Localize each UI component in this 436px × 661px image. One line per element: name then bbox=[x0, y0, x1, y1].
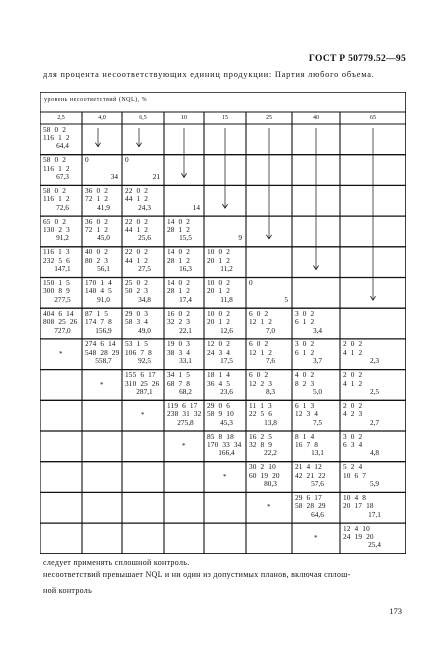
plan-value: 91,0 bbox=[97, 294, 110, 304]
plan-value: 25,6 bbox=[138, 233, 151, 243]
plan-row: 36 4 5 bbox=[207, 378, 231, 388]
plan-row: 0 bbox=[249, 278, 253, 287]
plan-row: 5 2 4 bbox=[343, 462, 363, 472]
plan-cell bbox=[40, 218, 82, 243]
plan-value: 92,5 bbox=[138, 356, 151, 366]
page-number: 173 bbox=[389, 606, 402, 616]
plan-cell bbox=[204, 340, 246, 365]
plan-cell bbox=[340, 463, 406, 488]
plan-cell bbox=[40, 126, 82, 151]
plan-row: 150 1 5 bbox=[43, 278, 70, 287]
plan-row: 808 25 26 bbox=[43, 317, 78, 327]
full-inspection-marker: * bbox=[141, 411, 145, 420]
plan-value: 9 bbox=[238, 233, 242, 243]
plan-row: 16 7 8 bbox=[295, 439, 319, 449]
plan-row: 22 0 2 bbox=[125, 185, 149, 195]
column-header-nql: 2,5 bbox=[57, 115, 65, 121]
plan-row: 32 2 3 bbox=[167, 317, 191, 327]
column-header-nql: 10 bbox=[181, 115, 187, 121]
column-header-nql: 65 bbox=[370, 115, 376, 121]
plan-cell bbox=[292, 340, 340, 365]
plan-cell bbox=[82, 340, 122, 365]
plan-value: 14 bbox=[192, 202, 200, 212]
plan-row: 14 0 2 bbox=[167, 247, 191, 257]
plan-cell bbox=[292, 463, 340, 488]
column-header-nql: 25 bbox=[266, 115, 272, 121]
standard-header: ГОСТ Р 50779.52—95 bbox=[308, 54, 406, 64]
plan-cell bbox=[204, 218, 246, 243]
plan-row: 12 0 2 bbox=[207, 339, 231, 349]
plan-cell bbox=[340, 340, 406, 365]
column-header-nql: 4,0 bbox=[98, 115, 106, 121]
plan-row: 58 0 2 bbox=[43, 185, 67, 195]
plan-row: 116 1 2 bbox=[43, 132, 70, 142]
plan-value: 17,4 bbox=[179, 294, 192, 304]
plan-row: 106 7 8 bbox=[125, 347, 152, 357]
plan-cell bbox=[82, 187, 122, 212]
plan-cell bbox=[204, 371, 246, 396]
plan-row: 174 7 8 bbox=[85, 317, 112, 327]
plan-value: 49,0 bbox=[138, 325, 151, 335]
plan-value: 275,8 bbox=[177, 417, 194, 427]
plan-value: 56,1 bbox=[97, 264, 110, 274]
plan-value: 68,2 bbox=[179, 386, 192, 396]
plan-row: 32 8 9 bbox=[249, 439, 273, 449]
plan-row: 22 0 2 bbox=[125, 247, 149, 257]
plan-row: 72 1 2 bbox=[85, 225, 109, 234]
plan-row: 238 31 32 bbox=[167, 409, 202, 419]
plan-row: 14 0 2 bbox=[167, 216, 191, 226]
plan-value: 80,3 bbox=[264, 479, 277, 488]
plan-row: 4 1 2 bbox=[343, 347, 363, 357]
plan-value: 558,7 bbox=[95, 356, 112, 366]
plan-cell bbox=[246, 463, 292, 488]
plan-value: 287,1 bbox=[136, 386, 153, 396]
plan-cell bbox=[204, 248, 246, 273]
full-inspection-marker: * bbox=[223, 472, 227, 481]
plan-cell bbox=[246, 279, 292, 304]
plan-cell bbox=[292, 371, 340, 396]
note-line-1: следует применять сплошной контроль. bbox=[43, 558, 190, 567]
sampling-table bbox=[40, 92, 406, 554]
plan-value: 16,3 bbox=[179, 264, 192, 274]
plan-row: 116 1 2 bbox=[43, 163, 70, 173]
plan-value: 5,9 bbox=[369, 479, 380, 488]
plan-row: 29 0 3 bbox=[125, 308, 149, 318]
plan-row: 85 8 18 bbox=[207, 431, 234, 441]
plan-row: 3 0 2 bbox=[295, 339, 315, 349]
plan-row: 68 7 8 bbox=[167, 378, 191, 388]
plan-value: 27,5 bbox=[138, 264, 151, 274]
plan-row: 4 1 2 bbox=[343, 378, 363, 388]
plan-row: 11 1 3 bbox=[249, 400, 272, 410]
plan-row: 58 0 2 bbox=[43, 124, 67, 134]
plan-cell bbox=[82, 310, 122, 335]
plan-value: 147,1 bbox=[54, 264, 71, 274]
plan-row: 22 0 2 bbox=[125, 216, 149, 226]
plan-row: 548 28 29 bbox=[85, 347, 120, 357]
plan-row: 60 19 20 bbox=[249, 470, 280, 480]
plan-row: 44 1 2 bbox=[125, 255, 149, 265]
plan-row: 21 4 12 bbox=[295, 462, 322, 472]
plan-value: 727,0 bbox=[54, 325, 71, 335]
plan-cell bbox=[246, 433, 292, 458]
column-header-nql: 40 bbox=[313, 115, 319, 121]
plan-row: 12 1 2 bbox=[249, 317, 273, 327]
plan-cell bbox=[246, 402, 292, 427]
plan-cell bbox=[82, 156, 122, 181]
plan-cell bbox=[82, 248, 122, 273]
plan-row: 14 0 2 bbox=[167, 278, 191, 287]
plan-row: 44 1 2 bbox=[125, 225, 149, 234]
plan-value: 7,0 bbox=[265, 325, 276, 335]
plan-value: 11,2 bbox=[220, 264, 233, 274]
plan-row: 12 2 3 bbox=[249, 378, 273, 388]
plan-row: 58 0 2 bbox=[43, 155, 67, 165]
plan-row: 6 1 2 bbox=[295, 317, 315, 327]
plan-value: 91,2 bbox=[56, 233, 69, 243]
plan-cell bbox=[164, 187, 204, 212]
plan-value: 41,9 bbox=[97, 202, 110, 212]
plan-value: 64,4 bbox=[56, 141, 69, 151]
plan-row: 6 3 4 bbox=[343, 439, 363, 449]
plan-row: 3 0 2 bbox=[343, 431, 363, 441]
plan-value: 7,5 bbox=[312, 417, 323, 427]
plan-row: 20 17 18 bbox=[343, 501, 374, 511]
plan-row: 29 0 6 bbox=[207, 400, 231, 410]
plan-value: 22,2 bbox=[264, 448, 277, 458]
plan-cell bbox=[164, 218, 204, 243]
table-subtitle: для процента несоответствующих единиц продукции: Партия любого объема. bbox=[43, 70, 375, 79]
plan-row bbox=[207, 218, 246, 226]
plan-row: 155 6 17 bbox=[125, 370, 156, 380]
plan-row: 130 2 3 bbox=[43, 225, 70, 234]
plan-value: 4,8 bbox=[369, 448, 380, 458]
plan-row: 116 1 2 bbox=[43, 194, 70, 204]
plan-value: 12,6 bbox=[220, 325, 233, 335]
plan-value: 23,6 bbox=[220, 386, 233, 396]
plan-row: 4 0 2 bbox=[295, 370, 315, 380]
plan-row: 44 1 2 bbox=[125, 194, 149, 204]
plan-cell bbox=[246, 371, 292, 396]
plan-cell bbox=[340, 494, 406, 519]
plan-row: 30 2 10 bbox=[249, 462, 276, 472]
plan-cell bbox=[292, 402, 340, 427]
plan-row: 6 1 2 bbox=[295, 347, 315, 357]
plan-value: 34 bbox=[110, 172, 118, 181]
plan-row: 53 1 5 bbox=[125, 339, 149, 349]
plan-value: 5 bbox=[284, 294, 288, 304]
plan-cell bbox=[204, 433, 246, 458]
plan-row: 36 0 2 bbox=[85, 185, 109, 195]
plan-row: 87 1 5 bbox=[85, 308, 109, 318]
plan-row: 28 1 2 bbox=[167, 255, 191, 265]
plan-row: 28 1 2 bbox=[167, 286, 191, 296]
plan-row: 0 bbox=[125, 155, 129, 165]
plan-cell bbox=[340, 525, 406, 550]
plan-value: 33,1 bbox=[179, 356, 192, 366]
plan-row: 28 1 2 bbox=[167, 225, 191, 234]
plan-row: 119 6 17 bbox=[167, 400, 198, 410]
plan-value: 3,7 bbox=[312, 356, 323, 366]
plan-value: 166,4 bbox=[218, 448, 235, 458]
plan-cell bbox=[292, 433, 340, 458]
plan-value: 57,6 bbox=[311, 479, 324, 488]
plan-value: 25,4 bbox=[368, 540, 381, 550]
plan-row: 2 0 2 bbox=[343, 370, 363, 380]
plan-row: 10 6 7 bbox=[343, 470, 367, 480]
plan-row: 6 0 2 bbox=[249, 339, 269, 349]
plan-value: 17,1 bbox=[368, 509, 381, 519]
plan-value: 156,9 bbox=[95, 325, 112, 335]
plan-cell bbox=[204, 279, 246, 304]
plan-row: 10 4 8 bbox=[343, 492, 367, 502]
plan-cell bbox=[164, 402, 204, 427]
plan-cell bbox=[122, 156, 164, 181]
plan-row: 3 0 2 bbox=[295, 308, 315, 318]
plan-cell bbox=[122, 248, 164, 273]
plan-value: 13,1 bbox=[311, 448, 324, 458]
plan-value: 277,5 bbox=[54, 294, 71, 304]
plan-row: 12 3 4 bbox=[295, 409, 319, 419]
plan-cell bbox=[340, 433, 406, 458]
plan-row: 10 0 2 bbox=[207, 278, 231, 287]
plan-row: 170 1 4 bbox=[85, 278, 112, 287]
plan-cell bbox=[122, 279, 164, 304]
plan-row: 42 21 22 bbox=[295, 470, 326, 480]
plan-value: 3,4 bbox=[312, 325, 323, 335]
plan-row: 404 6 14 bbox=[43, 308, 74, 318]
plan-row: 24 19 20 bbox=[343, 532, 374, 541]
plan-cell bbox=[82, 218, 122, 243]
plan-row: 310 25 26 bbox=[125, 378, 160, 388]
plan-row: 140 4 5 bbox=[85, 286, 112, 296]
plan-row: 232 5 6 bbox=[43, 255, 70, 265]
plan-cell bbox=[122, 187, 164, 212]
note-line-2: несоответствий превышает NQL и ни один из допустимых планов, включая сплош- bbox=[43, 570, 351, 579]
plan-row: 58 28 29 bbox=[295, 501, 326, 511]
plan-row: 20 1 2 bbox=[207, 255, 231, 265]
plan-value: 2,3 bbox=[369, 356, 380, 366]
plan-row: 22 5 6 bbox=[249, 409, 273, 419]
plan-row: 16 2 5 bbox=[249, 431, 273, 441]
plan-cell bbox=[164, 279, 204, 304]
plan-row: 25 0 2 bbox=[125, 278, 149, 287]
plan-cell bbox=[292, 494, 340, 519]
plan-value: 13,8 bbox=[264, 417, 277, 427]
plan-row: 10 0 2 bbox=[207, 308, 231, 318]
plan-cell bbox=[246, 340, 292, 365]
plan-row: 36 0 2 bbox=[85, 216, 109, 226]
full-inspection-marker: * bbox=[267, 503, 271, 512]
plan-row: 6 0 2 bbox=[249, 308, 269, 318]
plan-row: 18 1 4 bbox=[207, 370, 231, 380]
plan-value: 72,6 bbox=[56, 202, 69, 212]
plan-cell bbox=[122, 310, 164, 335]
plan-cell bbox=[40, 310, 82, 335]
plan-row: 58 9 10 bbox=[207, 409, 234, 419]
plan-cell bbox=[204, 310, 246, 335]
plan-row: 50 2 3 bbox=[125, 286, 149, 296]
plan-row: 274 6 14 bbox=[85, 339, 116, 349]
plan-row: 16 0 2 bbox=[167, 308, 191, 318]
plan-row: 12 4 10 bbox=[343, 523, 370, 533]
full-inspection-marker: * bbox=[314, 534, 318, 543]
plan-value: 67,3 bbox=[56, 172, 69, 181]
plan-cell bbox=[340, 402, 406, 427]
plan-value: 11,8 bbox=[220, 294, 233, 304]
plan-row: 24 3 4 bbox=[207, 347, 231, 357]
plan-cell bbox=[164, 310, 204, 335]
plan-row: 8 1 4 bbox=[295, 431, 315, 441]
full-inspection-marker: * bbox=[100, 380, 104, 389]
plan-row: 4 2 3 bbox=[343, 409, 363, 419]
plan-cell bbox=[40, 279, 82, 304]
plan-cell bbox=[164, 340, 204, 365]
plan-value: 2,5 bbox=[369, 386, 380, 396]
plan-row: 38 3 4 bbox=[167, 347, 191, 357]
plan-row: 2 0 2 bbox=[343, 400, 363, 410]
plan-cell bbox=[292, 310, 340, 335]
plan-row: 40 0 2 bbox=[85, 247, 109, 257]
plan-value: 24,3 bbox=[138, 202, 151, 212]
plan-cell bbox=[82, 279, 122, 304]
plan-value: 34,8 bbox=[138, 294, 151, 304]
plan-row: 0 bbox=[85, 155, 89, 165]
plan-row: 65 0 2 bbox=[43, 216, 67, 226]
plan-row: 72 1 2 bbox=[85, 194, 109, 204]
plan-value: 15,5 bbox=[179, 233, 192, 243]
plan-cell bbox=[164, 371, 204, 396]
plan-value: 2,7 bbox=[369, 417, 380, 427]
plan-cell bbox=[246, 310, 292, 335]
full-inspection-marker: * bbox=[182, 442, 186, 450]
plan-cell bbox=[340, 371, 406, 396]
note-line-3: ной контроль bbox=[43, 586, 93, 595]
plan-value: 45,3 bbox=[220, 417, 233, 427]
plan-cell bbox=[122, 340, 164, 365]
plan-row: 80 2 3 bbox=[85, 255, 109, 265]
table-caption: уровень несоответствий (NQL), % bbox=[44, 97, 148, 103]
plan-row: 6 0 2 bbox=[249, 370, 269, 380]
plan-value: 64,6 bbox=[311, 509, 324, 519]
plan-value: 7,6 bbox=[265, 356, 276, 366]
plan-row: 116 1 3 bbox=[43, 247, 70, 257]
plan-row: 170 33 34 bbox=[207, 439, 242, 449]
plan-cell bbox=[122, 218, 164, 243]
plan-row: 19 0 3 bbox=[167, 339, 191, 349]
plan-cell bbox=[204, 402, 246, 427]
plan-cell bbox=[40, 187, 82, 212]
plan-row: 12 1 2 bbox=[249, 347, 273, 357]
plan-cell bbox=[40, 156, 82, 181]
plan-row: 2 0 2 bbox=[343, 339, 363, 349]
column-header-nql: 6,5 bbox=[139, 115, 147, 121]
plan-row: 6 1 3 bbox=[295, 400, 315, 410]
plan-row: 34 1 5 bbox=[167, 370, 191, 380]
plan-row: 58 3 4 bbox=[125, 317, 149, 327]
plan-value: 21 bbox=[152, 172, 160, 181]
column-header-nql: 15 bbox=[222, 115, 228, 121]
plan-row: 20 1 2 bbox=[207, 286, 231, 296]
plan-value: 5,0 bbox=[312, 386, 323, 396]
full-inspection-marker: * bbox=[59, 349, 63, 358]
plan-row: 300 8 9 bbox=[43, 286, 70, 296]
plan-row: 8 2 3 bbox=[295, 378, 315, 388]
plan-row: 20 1 2 bbox=[207, 317, 231, 327]
plan-cell bbox=[40, 248, 82, 273]
plan-value: 17,5 bbox=[220, 356, 233, 366]
plan-row: 10 0 2 bbox=[207, 247, 231, 257]
plan-value: 8,3 bbox=[265, 386, 276, 396]
plan-row: 29 6 17 bbox=[295, 492, 322, 502]
plan-value: 45,0 bbox=[97, 233, 110, 243]
plan-value: 22,1 bbox=[179, 325, 192, 335]
plan-row bbox=[167, 187, 204, 195]
plan-cell bbox=[164, 248, 204, 273]
plan-cell bbox=[122, 371, 164, 396]
